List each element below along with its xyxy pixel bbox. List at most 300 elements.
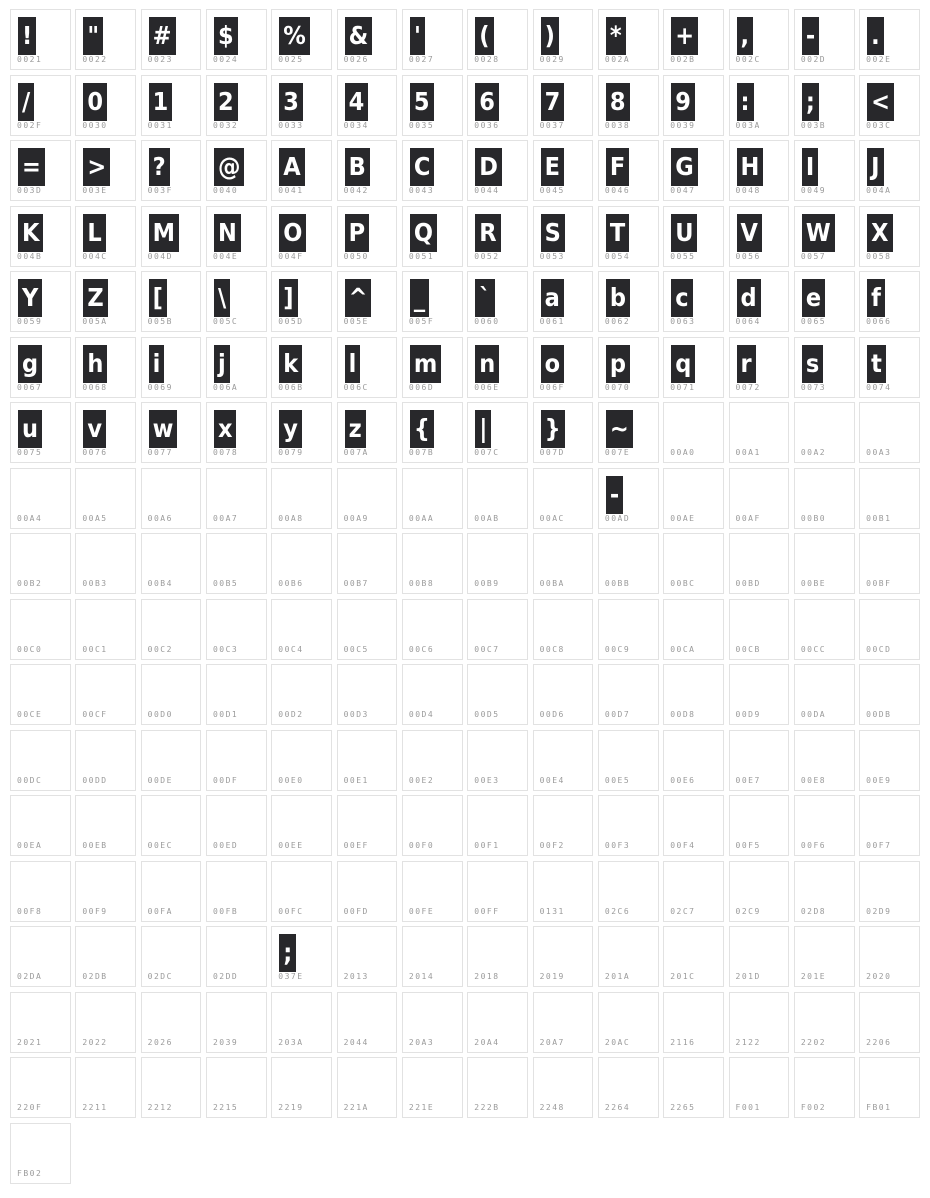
glyph-sample: ! <box>18 17 36 55</box>
glyph-cell <box>598 992 659 1053</box>
glyph-cell <box>141 140 202 201</box>
glyph-code-label: 0062 <box>604 317 631 326</box>
glyph-cell <box>794 337 855 398</box>
glyph-code-label: 003A <box>735 120 761 130</box>
glyph-cell <box>75 402 136 463</box>
glyph-cell <box>10 140 71 201</box>
glyph-sample: O <box>279 214 306 252</box>
glyph-code-label: 0077 <box>147 448 173 457</box>
glyph-cell <box>337 206 398 267</box>
glyph-cell <box>598 468 659 529</box>
glyph-code-label: 00B3 <box>82 579 108 588</box>
glyph-sample: X <box>867 214 892 252</box>
glyph-code-label: 2206 <box>866 1037 892 1047</box>
glyph-code-label: 00DC <box>17 775 43 785</box>
glyph-cell <box>271 664 332 725</box>
glyph-cell <box>794 730 855 791</box>
glyph-code-label: 00D9 <box>735 710 761 719</box>
glyph-code-label: 006A <box>212 382 239 392</box>
glyph-grid <box>10 9 920 1184</box>
glyph-code-label: 00BA <box>539 579 565 588</box>
glyph-code-label: 00F1 <box>474 841 500 850</box>
glyph-sample: ; <box>279 934 296 972</box>
glyph-code-label: 004C <box>82 251 108 261</box>
glyph-code-label: 0073 <box>800 382 827 392</box>
glyph-cell <box>598 664 659 725</box>
glyph-code-label: 0059 <box>17 317 43 326</box>
glyph-sample: J <box>867 148 883 186</box>
glyph-cell <box>729 926 790 987</box>
glyph-cell <box>598 337 659 398</box>
glyph-code-label: 00D8 <box>670 710 696 719</box>
glyph-code-label: 00C7 <box>474 644 500 654</box>
glyph-cell <box>794 861 855 922</box>
glyph-code-label: 2248 <box>539 1103 565 1112</box>
glyph-code-label: 005D <box>278 317 304 326</box>
glyph-cell <box>337 926 398 987</box>
glyph-sample: S <box>541 214 565 252</box>
glyph-sample: x <box>214 410 237 448</box>
glyph-cell <box>859 926 920 987</box>
glyph-sample: 1 <box>149 83 173 121</box>
glyph-cell <box>271 468 332 529</box>
glyph-cell <box>467 795 528 856</box>
glyph-code-label: 00AE <box>670 513 696 523</box>
glyph-sample: 0 <box>83 83 107 121</box>
glyph-cell <box>271 730 332 791</box>
glyph-sample: | <box>475 410 491 448</box>
glyph-code-label: 0075 <box>17 448 43 457</box>
glyph-cell <box>598 1057 659 1118</box>
glyph-cell <box>75 533 136 594</box>
glyph-code-label: 2212 <box>147 1103 173 1112</box>
glyph-code-label: 00CD <box>866 644 892 654</box>
glyph-cell <box>533 9 594 70</box>
glyph-cell <box>271 271 332 332</box>
glyph-cell <box>663 402 724 463</box>
glyph-code-label: 00C8 <box>539 644 565 654</box>
glyph-cell <box>663 337 724 398</box>
glyph-cell <box>467 140 528 201</box>
glyph-cell <box>206 140 267 201</box>
glyph-cell <box>598 861 659 922</box>
glyph-sample: % <box>279 17 310 55</box>
glyph-sample: : <box>737 83 754 121</box>
glyph-code-label: 00AA <box>408 513 435 523</box>
glyph-code-label: 0043 <box>408 186 435 195</box>
glyph-code-label: 00E0 <box>278 775 304 785</box>
glyph-cell <box>141 599 202 660</box>
glyph-cell <box>598 599 659 660</box>
glyph-cell <box>10 992 71 1053</box>
glyph-cell <box>859 271 920 332</box>
glyph-cell <box>794 992 855 1053</box>
glyph-cell <box>729 730 790 791</box>
glyph-sample: [ <box>149 279 167 317</box>
glyph-cell <box>206 992 267 1053</box>
glyph-cell <box>141 75 202 136</box>
glyph-cell <box>206 402 267 463</box>
glyph-code-label: 007E <box>604 448 631 457</box>
glyph-cell <box>271 599 332 660</box>
glyph-cell <box>10 337 71 398</box>
glyph-cell <box>402 533 463 594</box>
glyph-sample: r <box>737 345 756 383</box>
glyph-cell <box>337 730 398 791</box>
glyph-cell <box>729 992 790 1053</box>
glyph-code-label: 0042 <box>343 186 369 195</box>
glyph-cell <box>75 1057 136 1118</box>
glyph-code-label: 00C2 <box>147 644 173 654</box>
glyph-code-label: F001 <box>735 1103 761 1112</box>
glyph-sample: k <box>279 345 302 383</box>
glyph-sample: c <box>671 279 692 317</box>
glyph-cell <box>663 992 724 1053</box>
glyph-code-label: 003B <box>800 120 827 130</box>
glyph-code-label: 00FA <box>147 906 173 916</box>
glyph-code-label: 005C <box>212 317 239 326</box>
glyph-cell <box>206 271 267 332</box>
glyph-code-label: FB02 <box>17 1168 43 1178</box>
glyph-cell <box>402 337 463 398</box>
glyph-code-label: 00CA <box>670 644 696 654</box>
glyph-code-label: 006E <box>474 382 500 392</box>
glyph-code-label: 00A6 <box>147 513 173 523</box>
glyph-cell <box>794 75 855 136</box>
glyph-cell <box>663 75 724 136</box>
glyph-cell <box>467 599 528 660</box>
glyph-code-label: 003F <box>147 186 173 195</box>
glyph-sample: F <box>606 148 629 186</box>
glyph-code-label: 0052 <box>474 251 500 261</box>
glyph-code-label: 02D9 <box>866 906 892 916</box>
glyph-sample: R <box>475 214 500 252</box>
glyph-sample: e <box>802 279 825 317</box>
glyph-cell <box>467 1057 528 1118</box>
glyph-code-label: 0071 <box>670 382 696 392</box>
glyph-cell <box>794 140 855 201</box>
glyph-code-label: 00D7 <box>604 710 631 719</box>
glyph-cell <box>141 861 202 922</box>
glyph-cell <box>10 861 71 922</box>
glyph-sample: $ <box>214 17 238 55</box>
glyph-cell <box>141 795 202 856</box>
glyph-code-label: 0031 <box>147 120 173 130</box>
glyph-cell <box>598 75 659 136</box>
glyph-code-label: 201C <box>670 972 696 981</box>
glyph-code-label: 02D8 <box>800 906 827 916</box>
glyph-cell <box>598 271 659 332</box>
glyph-cell <box>859 1057 920 1118</box>
glyph-code-label: 02DD <box>212 972 239 981</box>
glyph-cell <box>598 206 659 267</box>
glyph-cell <box>10 1123 71 1184</box>
glyph-code-label: 2022 <box>82 1037 108 1047</box>
glyph-code-label: 00FC <box>278 906 304 916</box>
glyph-sample: { <box>410 410 434 448</box>
glyph-cell <box>467 730 528 791</box>
glyph-cell <box>337 75 398 136</box>
glyph-sample: B <box>345 148 370 186</box>
glyph-sample: > <box>83 148 110 186</box>
glyph-cell <box>75 337 136 398</box>
glyph-code-label: 00C4 <box>278 644 304 654</box>
glyph-sample: ( <box>475 17 493 55</box>
glyph-sample: I <box>802 148 818 186</box>
glyph-cell <box>10 533 71 594</box>
glyph-sample: ? <box>149 148 170 186</box>
glyph-cell <box>598 9 659 70</box>
glyph-cell <box>10 75 71 136</box>
glyph-code-label: 00A8 <box>278 513 304 523</box>
glyph-cell <box>75 140 136 201</box>
glyph-code-label: 0029 <box>539 55 565 64</box>
glyph-code-label: 00D0 <box>147 710 173 719</box>
glyph-code-label: 02C9 <box>735 906 761 916</box>
glyph-cell <box>10 926 71 987</box>
glyph-sample: 9 <box>671 83 695 121</box>
glyph-sample: u <box>18 410 42 448</box>
glyph-code-label: 007C <box>474 448 500 457</box>
glyph-code-label: 2018 <box>474 972 500 981</box>
glyph-cell <box>75 206 136 267</box>
glyph-code-label: 201D <box>735 972 761 981</box>
glyph-sample: + <box>671 17 698 55</box>
glyph-code-label: 2014 <box>408 972 435 981</box>
glyph-code-label: 006F <box>539 382 565 392</box>
glyph-code-label: 2264 <box>604 1103 631 1112</box>
glyph-code-label: 00BD <box>735 579 761 588</box>
glyph-code-label: 2265 <box>670 1103 696 1112</box>
glyph-cell <box>337 337 398 398</box>
glyph-code-label: 00C1 <box>82 644 108 654</box>
glyph-cell <box>663 599 724 660</box>
glyph-code-label: 0027 <box>408 55 435 64</box>
glyph-code-label: 0026 <box>343 55 369 64</box>
glyph-cell <box>206 206 267 267</box>
glyph-sample: = <box>18 148 45 186</box>
glyph-code-label: 0057 <box>800 251 827 261</box>
glyph-sample: H <box>737 148 764 186</box>
glyph-code-label: 0044 <box>474 186 500 195</box>
glyph-sample: } <box>541 410 565 448</box>
glyph-sample: i <box>149 345 165 383</box>
glyph-cell <box>859 75 920 136</box>
glyph-cell <box>794 599 855 660</box>
glyph-code-label: 02C7 <box>670 906 696 916</box>
glyph-cell <box>206 337 267 398</box>
glyph-sample: h <box>83 345 107 383</box>
glyph-cell <box>337 140 398 201</box>
glyph-cell <box>271 861 332 922</box>
glyph-cell <box>663 664 724 725</box>
glyph-code-label: 0021 <box>17 55 43 64</box>
glyph-cell <box>794 271 855 332</box>
glyph-cell <box>859 533 920 594</box>
glyph-sample: @ <box>214 148 245 186</box>
glyph-code-label: 00A3 <box>866 448 892 457</box>
glyph-cell <box>402 468 463 529</box>
glyph-code-label: 0036 <box>474 120 500 130</box>
glyph-cell <box>663 9 724 70</box>
glyph-cell <box>794 795 855 856</box>
glyph-cell <box>75 664 136 725</box>
glyph-code-label: 0047 <box>670 186 696 195</box>
glyph-cell <box>467 9 528 70</box>
glyph-sample: q <box>671 345 695 383</box>
glyph-sample: ] <box>279 279 297 317</box>
glyph-cell <box>663 271 724 332</box>
glyph-code-label: 00F8 <box>17 906 43 916</box>
glyph-code-label: 00EB <box>82 841 108 850</box>
glyph-code-label: 00A5 <box>82 513 108 523</box>
glyph-cell <box>206 795 267 856</box>
glyph-cell <box>467 206 528 267</box>
glyph-code-label: 00E8 <box>800 775 827 785</box>
glyph-code-label: 0065 <box>800 317 827 326</box>
glyph-code-label: 00EE <box>278 841 304 850</box>
glyph-code-label: 0067 <box>17 382 43 392</box>
glyph-code-label: 00DA <box>800 710 827 719</box>
glyph-code-label: 0068 <box>82 382 108 392</box>
glyph-cell <box>663 206 724 267</box>
glyph-code-label: 00D6 <box>539 710 565 719</box>
glyph-cell <box>663 861 724 922</box>
glyph-cell <box>10 402 71 463</box>
glyph-sample: D <box>475 148 502 186</box>
glyph-code-label: 00CB <box>735 644 761 654</box>
glyph-code-label: 002B <box>670 55 696 64</box>
glyph-code-label: 00B9 <box>474 579 500 588</box>
glyph-code-label: 00BB <box>604 579 631 588</box>
glyph-code-label: 221A <box>343 1103 369 1112</box>
glyph-cell <box>271 795 332 856</box>
glyph-code-label: 006D <box>408 382 435 392</box>
glyph-code-label: 0033 <box>278 120 304 130</box>
glyph-code-label: 00E7 <box>735 775 761 785</box>
glyph-code-label: 02DC <box>147 972 173 981</box>
glyph-cell <box>10 9 71 70</box>
glyph-code-label: 004E <box>212 251 239 261</box>
glyph-cell <box>75 926 136 987</box>
glyph-cell <box>729 271 790 332</box>
glyph-cell <box>467 664 528 725</box>
glyph-code-label: 005A <box>82 317 108 326</box>
glyph-code-label: 00CF <box>82 710 108 719</box>
glyph-sample: U <box>671 214 697 252</box>
glyph-cell <box>859 140 920 201</box>
glyph-code-label: 00CC <box>800 644 827 654</box>
glyph-cell <box>729 861 790 922</box>
glyph-cell <box>402 271 463 332</box>
glyph-cell <box>271 533 332 594</box>
glyph-cell <box>598 533 659 594</box>
glyph-sample: z <box>345 410 366 448</box>
glyph-code-label: 0041 <box>278 186 304 195</box>
glyph-cell <box>859 206 920 267</box>
glyph-code-label: 00F9 <box>82 906 108 916</box>
glyph-cell <box>533 926 594 987</box>
glyph-cell <box>402 861 463 922</box>
glyph-cell <box>794 9 855 70</box>
glyph-cell <box>729 402 790 463</box>
glyph-code-label: 0066 <box>866 317 892 326</box>
glyph-code-label: 2219 <box>278 1103 304 1112</box>
glyph-code-label: 20A4 <box>474 1037 500 1047</box>
glyph-code-label: 004B <box>17 251 43 261</box>
glyph-code-label: 003E <box>82 186 108 195</box>
glyph-cell <box>533 533 594 594</box>
glyph-cell <box>467 926 528 987</box>
glyph-sample: y <box>279 410 302 448</box>
glyph-code-label: 00EA <box>17 841 43 850</box>
glyph-sample: m <box>410 345 441 383</box>
glyph-code-label: 002D <box>800 55 827 64</box>
glyph-code-label: 0028 <box>474 55 500 64</box>
glyph-code-label: 00F7 <box>866 841 892 850</box>
glyph-cell <box>533 599 594 660</box>
glyph-sample: Y <box>18 279 42 317</box>
glyph-code-label: 00B1 <box>866 513 892 523</box>
glyph-sample: 3 <box>279 83 303 121</box>
glyph-code-label: 00BC <box>670 579 696 588</box>
glyph-cell <box>337 795 398 856</box>
glyph-cell <box>75 730 136 791</box>
glyph-code-label: 00D3 <box>343 710 369 719</box>
glyph-code-label: 0024 <box>212 55 239 64</box>
glyph-code-label: 002E <box>866 55 892 64</box>
glyph-sample: . <box>867 17 884 55</box>
glyph-code-label: 00B4 <box>147 579 173 588</box>
glyph-cell <box>402 9 463 70</box>
glyph-cell <box>729 533 790 594</box>
glyph-cell <box>141 337 202 398</box>
glyph-sample: V <box>737 214 762 252</box>
glyph-code-label: 00B2 <box>17 579 43 588</box>
glyph-cell <box>402 926 463 987</box>
glyph-cell <box>75 599 136 660</box>
glyph-code-label: 201E <box>800 972 827 981</box>
glyph-code-label: 0030 <box>82 120 108 130</box>
glyph-cell <box>10 271 71 332</box>
glyph-cell <box>10 730 71 791</box>
glyph-cell <box>729 664 790 725</box>
glyph-code-label: 0060 <box>474 317 500 326</box>
glyph-cell <box>75 992 136 1053</box>
glyph-cell <box>75 271 136 332</box>
glyph-sample: ` <box>475 279 494 317</box>
glyph-cell <box>271 75 332 136</box>
glyph-code-label: 0079 <box>278 448 304 457</box>
glyph-sample: M <box>149 214 179 252</box>
glyph-sample: p <box>606 345 630 383</box>
glyph-cell <box>141 1057 202 1118</box>
glyph-cell <box>402 140 463 201</box>
glyph-cell <box>206 664 267 725</box>
glyph-sample: \ <box>214 279 230 317</box>
glyph-code-label: 00F6 <box>800 841 827 850</box>
glyph-cell <box>598 795 659 856</box>
glyph-cell <box>533 730 594 791</box>
glyph-cell <box>533 402 594 463</box>
glyph-sample: & <box>345 17 373 55</box>
glyph-cell <box>467 337 528 398</box>
glyph-sample: T <box>606 214 629 252</box>
glyph-cell <box>206 468 267 529</box>
glyph-cell <box>271 337 332 398</box>
glyph-cell <box>533 271 594 332</box>
glyph-cell <box>533 75 594 136</box>
